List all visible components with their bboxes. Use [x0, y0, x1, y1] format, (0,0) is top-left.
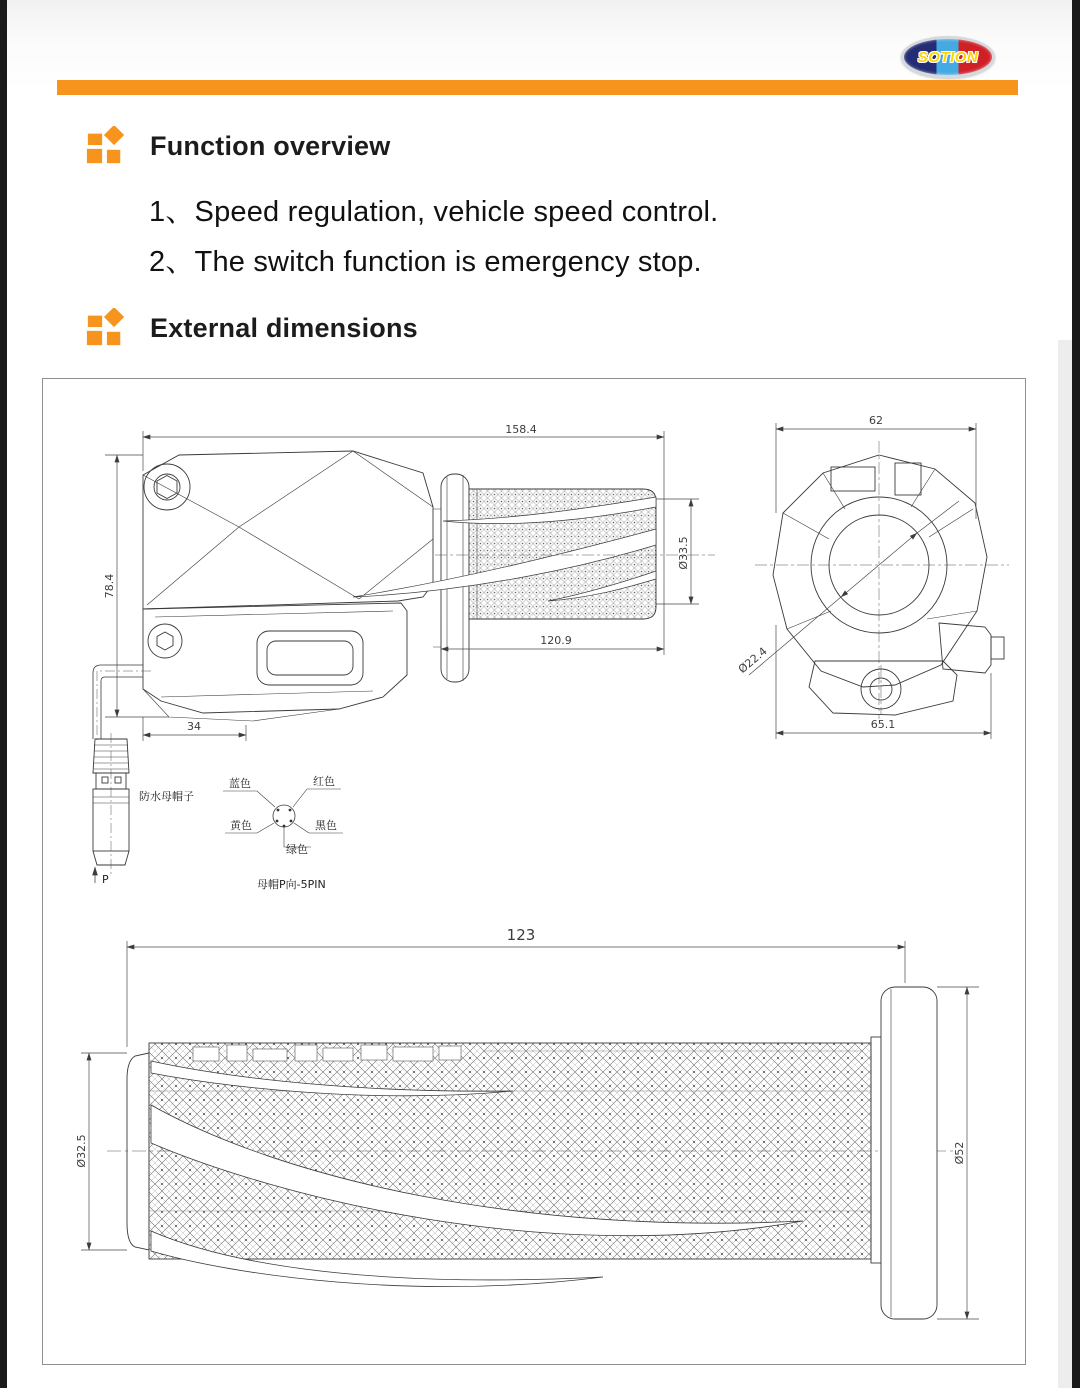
dim-label-grip-inner-diameter: Ø32.5: [75, 1134, 88, 1168]
dim-label-grip-length: 123: [506, 926, 536, 944]
sotion-logo: [901, 36, 995, 78]
grip-drawing: [107, 987, 953, 1319]
dim-label-flange-diameter: Ø52: [953, 1141, 966, 1165]
grid-squares-icon: [84, 308, 126, 348]
section-title-dimensions: External dimensions: [150, 312, 418, 343]
page-edge-left: [0, 0, 7, 1388]
connector-label: 防水母帽子: [139, 790, 194, 803]
pin-label-red: 红色: [313, 775, 335, 788]
pin-label-green: 绿色: [286, 843, 308, 856]
dim-label-bottom-width: 65.1: [870, 718, 896, 731]
logo-text: SOTION: [917, 48, 979, 66]
side-view-drawing: [93, 451, 715, 741]
page-edge-right: [1072, 0, 1080, 1388]
section-function-overview: [84, 126, 390, 166]
technical-drawing: [43, 379, 1025, 1364]
connector-p-mark: P: [102, 873, 109, 886]
section-title-function: Function overview: [150, 130, 391, 161]
dim-label-bore-diameter: Ø22.4: [735, 644, 770, 676]
dim-label-grip-diameter: Ø33.5: [677, 536, 690, 570]
dim-label-grip-length: 120.9: [540, 634, 572, 647]
function-list: [149, 192, 718, 292]
dim-label-top-width: 62: [869, 414, 883, 427]
page-side-shade: [1058, 340, 1072, 1388]
pin-label-yellow: 黄色: [230, 819, 252, 832]
grid-squares-icon: [84, 126, 126, 166]
dim-label-height: 78.4: [103, 573, 116, 599]
pin-label-black: 黑色: [315, 819, 337, 832]
function-item-1: 1、Speed regulation, vehicle speed control.: [149, 196, 719, 228]
pin-label-blue: 蓝色: [229, 777, 251, 790]
dimension-drawing-frame: [42, 378, 1026, 1365]
dim-label-total-length: 158.4: [505, 423, 537, 436]
function-item-2: 2、The switch function is emergency stop.: [149, 246, 702, 278]
dim-label-clamp-width: 34: [187, 720, 201, 733]
connector-drawing: [93, 733, 129, 883]
header-accent-bar: [57, 80, 1018, 95]
pinout-diagram: [223, 789, 343, 847]
end-view-drawing: [755, 441, 1009, 719]
pinout-caption: 母帽P向-5PIN: [257, 878, 326, 891]
section-external-dimensions: [84, 308, 418, 348]
connector-labels: [102, 789, 194, 886]
